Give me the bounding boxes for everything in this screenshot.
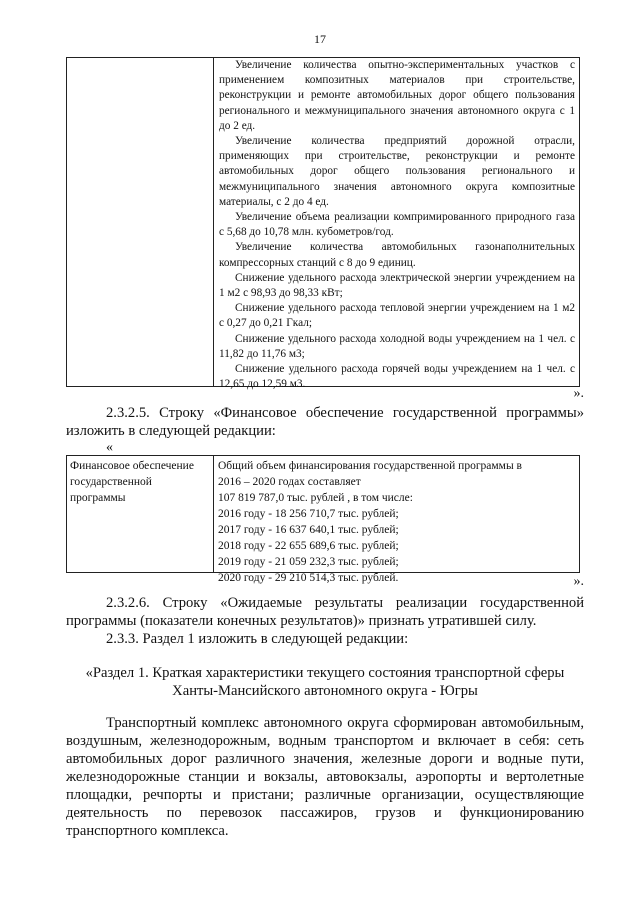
table-opening-quote: « [106, 440, 113, 455]
table-column-divider [213, 456, 214, 572]
item-2-3-2-5: 2.3.2.5. Строку «Финансовое обеспечение государственной программы» изложить в следующей редакции: [66, 405, 584, 439]
expected-results-table [66, 57, 580, 391]
finance-table [66, 455, 580, 584]
result-item: Снижение удельного расхода горячей воды учреждением на 1 чел. с 12,65 до 12,59 м3. [219, 363, 575, 391]
result-item: Увеличение количества предприятий дорожной отрасли, применяющих при строительстве, реконструкции и ремонте автомобильных дорог общего пользования регионального и межмуниципального значения автономного округа композитные материалы, с 2 до 4 ед. [219, 135, 575, 208]
result-item: Увеличение количества опытно-экспериментальных участков с применением композитных материалов при строительстве, реконструкции и ремонте автомобильных дорог общего пользования регионального и межмуниципального значения автономного округа с 1 до 2 ед. [219, 59, 575, 132]
finance-line: 2016 – 2020 годах составляет [218, 476, 361, 488]
result-item: Снижение удельного расхода тепловой энергии учреждением на 1 м2 с 0,27 до 0,21 Гкал; [219, 302, 575, 330]
finance-line: 2017 году - 16 637 640,1 тыс. рублей; [218, 524, 399, 536]
table-closing-quote: ». [573, 386, 584, 401]
table-column-divider [213, 58, 214, 386]
finance-line: 2019 году - 21 059 232,3 тыс. рублей; [218, 556, 399, 568]
item-2-3-2-6: 2.3.2.6. Строку «Ожидаемые результаты реализации государственной программы (показатели конечных результатов)» признать утратившей силу. [66, 595, 584, 629]
section-heading-line-1: «Раздел 1. Краткая характеристики текущего состояния транспортной сферы [85, 665, 565, 681]
finance-label-cell: Финансовое обеспечение государственной программы [70, 460, 194, 504]
section-heading-line-2: Ханты-Мансийского автономного округа - Югры [172, 683, 478, 699]
finance-line: 107 819 787,0 тыс. рублей , в том числе: [218, 492, 413, 504]
finance-line: 2020 году - 29 210 514,3 тыс. рублей. [218, 572, 399, 584]
page-number: 17 [314, 32, 326, 46]
finance-line: 2018 году - 22 655 689,6 тыс. рублей; [218, 540, 399, 552]
finance-line: Общий объем финансирования государственной программы в [218, 460, 522, 472]
finance-value-cell [218, 458, 575, 586]
finance-line: 2016 году - 18 256 710,7 тыс. рублей; [218, 508, 399, 520]
result-item: Снижение удельного расхода электрической энергии учреждением на 1 м2 с 98,93 до 98,33 кВт; [219, 271, 575, 300]
result-item: Увеличение объема реализации компримированного природного газа с 5,68 до 10,78 млн. кубометров/год. [219, 211, 575, 239]
result-item: Снижение удельного расхода холодной воды учреждением на 1 чел. с 11,82 до 11,76 м3; [219, 332, 575, 360]
expected-results-cell [219, 58, 575, 392]
item-2-3-3: 2.3.3. Раздел 1 изложить в следующей редакции: [106, 631, 409, 647]
result-item: Увеличение количества автомобильных газонаполнительных компрессорных станций с 8 до 9 единиц. [219, 241, 575, 269]
section-paragraph: Транспортный комплекс автономного округа сформирован автомобильным, воздушным, железнодорожным, водным транспортом и включает в себя: сеть автомобильных дорог различного значения, железные дороги и водные пути, железнодорожные станции и вокзалы, автовокзалы, аэропорты и вертолетные площадки, речпорты и пристани; различные организации, осуществляющие деятельность по перевозок пассажиров, грузов и функционированию транспортного комплекса. [66, 715, 584, 839]
table-closing-quote: ». [573, 574, 584, 589]
